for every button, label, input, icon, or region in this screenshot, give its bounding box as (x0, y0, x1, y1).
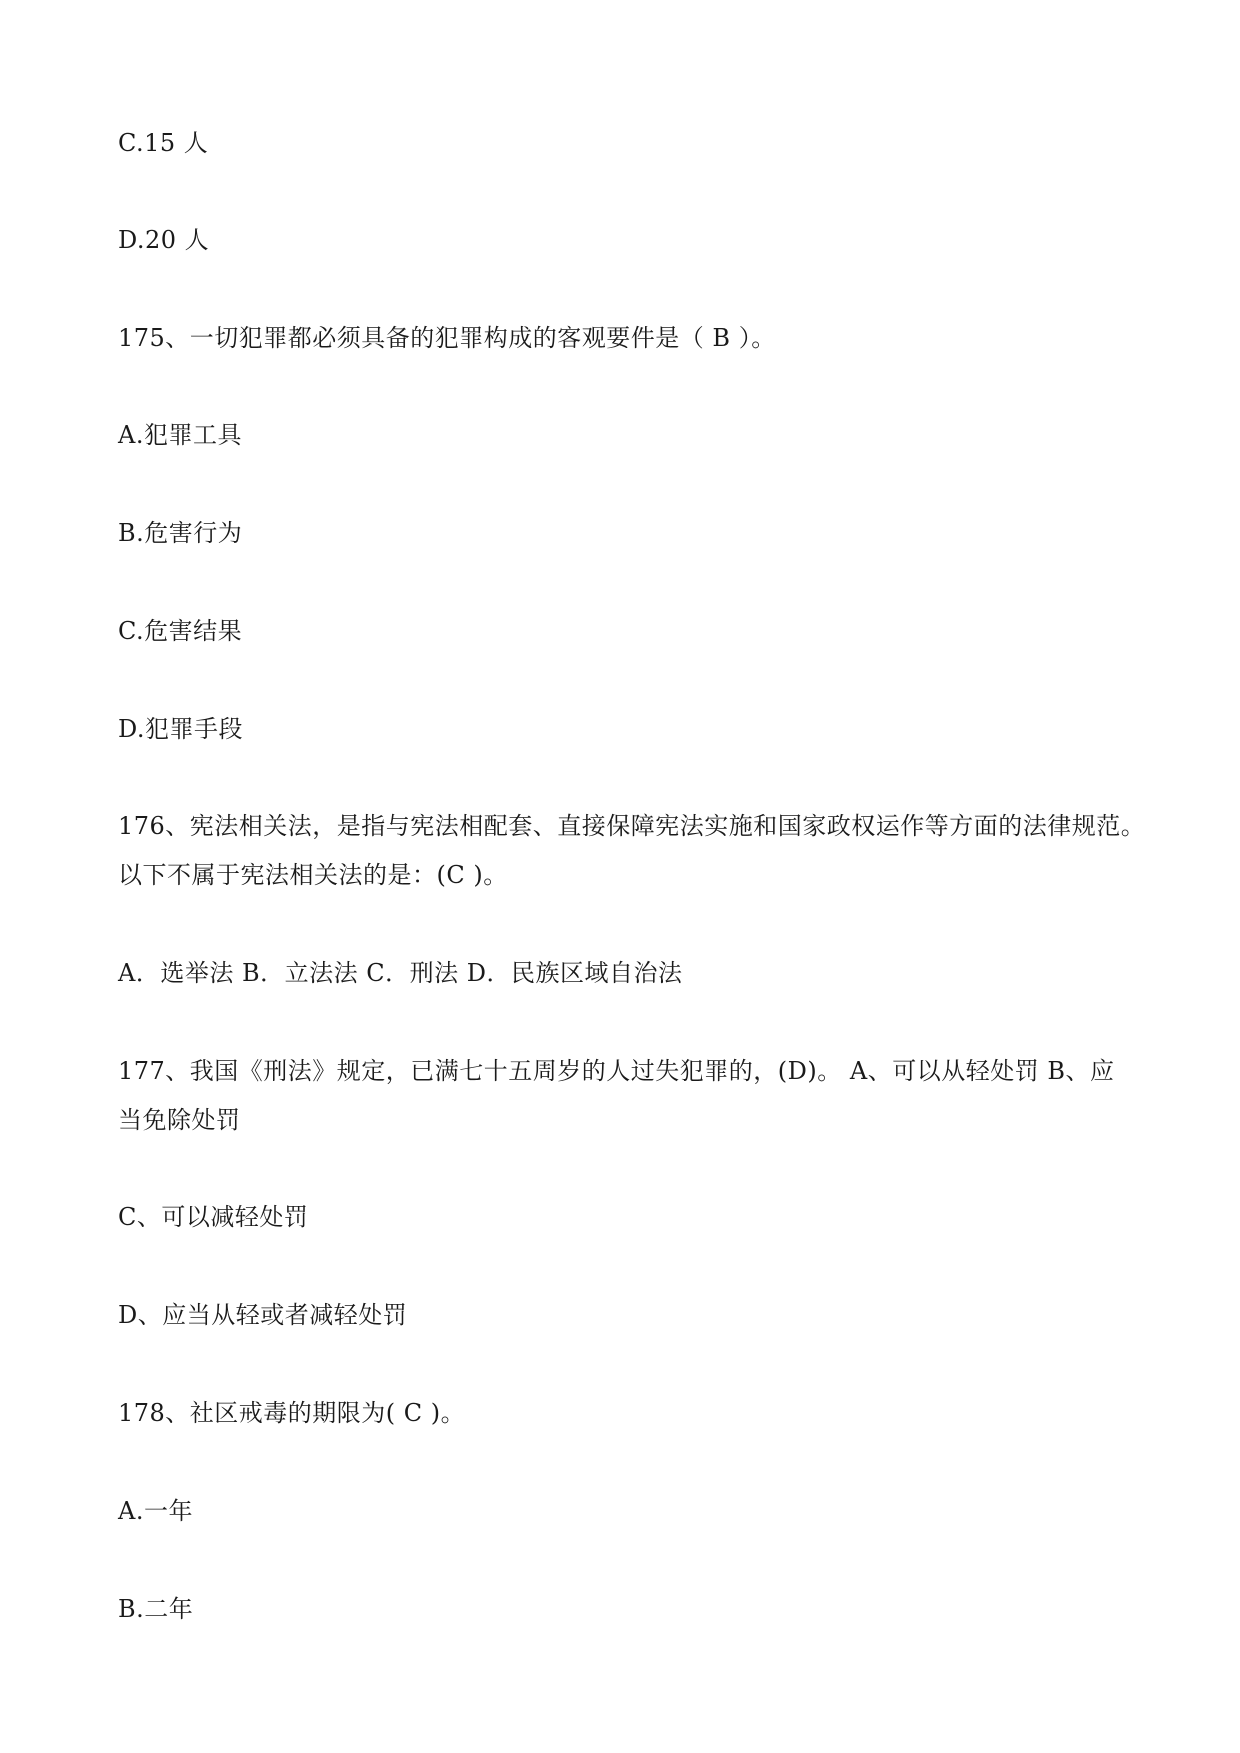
question-175: 175、一切犯罪都必须具备的犯罪构成的客观要件是（ B ）。 (118, 324, 776, 352)
q175-option-c: C.危害结果 (118, 617, 243, 645)
option-c-15: C.15 人 (118, 129, 209, 157)
question-176-line2: 以下不属于宪法相关法的是：(C )。 (118, 861, 508, 889)
option-d-20: D.20 人 (118, 226, 210, 254)
q175-option-b: B.危害行为 (118, 519, 243, 547)
q175-option-a: A.犯罪工具 (118, 421, 242, 449)
question-177-line1: 177、我国《刑法》规定，已满七十五周岁的人过失犯罪的，(D)。 A、可以从轻处罚 B、应 (118, 1057, 1115, 1085)
question-177-line2: 当免除处罚 (118, 1106, 241, 1134)
q177-option-c: C、可以减轻处罚 (118, 1203, 309, 1231)
q177-option-d: D、应当从轻或者减轻处罚 (118, 1301, 408, 1329)
q178-option-b: B.二年 (118, 1595, 194, 1623)
q175-option-d: D.犯罪手段 (118, 715, 244, 743)
question-176-line1: 176、宪法相关法，是指与宪法相配套、直接保障宪法实施和国家政权运作等方面的法律规范。 (118, 812, 1146, 840)
q176-options: A．选举法 B．立法法 C．刑法 D．民族区域自治法 (118, 959, 683, 987)
question-178: 178、社区戒毒的期限为( C )。 (118, 1399, 466, 1427)
q178-option-a: A.一年 (118, 1497, 193, 1525)
